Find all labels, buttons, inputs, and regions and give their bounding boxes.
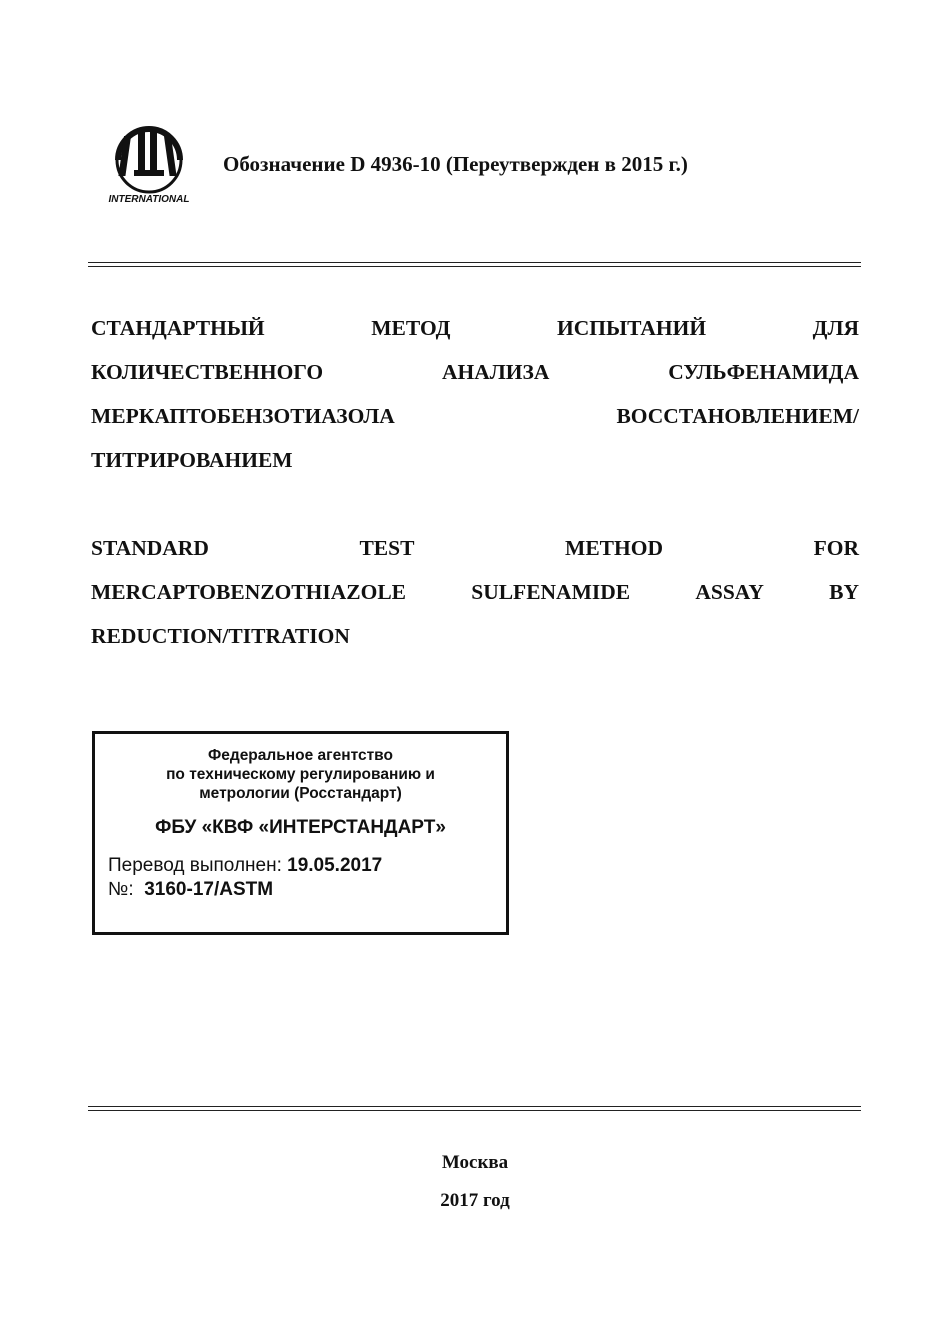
title-word: КОЛИЧЕСТВЕННОГО: [91, 360, 324, 384]
agency-line: Федеральное агентство: [208, 747, 393, 764]
title-word: ТИТРИРОВАНИЕМ: [91, 448, 293, 472]
astm-seal-icon: [104, 122, 196, 206]
year: 2017 год: [440, 1190, 510, 1211]
title-en-line: [91, 526, 859, 570]
title-word: REDUCTION/TITRATION: [91, 624, 350, 648]
title-word: ВОССТАНОВЛЕНИЕМ/: [616, 404, 859, 428]
title-word: СУЛЬФЕНАМИДА: [668, 360, 859, 384]
translation-number: 3160-17: [144, 879, 214, 900]
title-word: FOR: [813, 536, 859, 560]
title-word: ИСПЫТАНИЙ: [557, 316, 707, 340]
designation: Обозначение D 4936-10 (Переутвержден в 2015 г.): [223, 152, 688, 176]
title-word: BY: [829, 580, 859, 604]
title-word: MERCAPTOBENZOTHIAZOLE: [91, 580, 406, 604]
title-word: ASSAY: [695, 580, 764, 604]
title-word: METHOD: [565, 536, 663, 560]
title-en-line: [91, 570, 859, 614]
organization-name: ФБУ «КВФ «ИНТЕРСТАНДАРТ»: [155, 817, 446, 838]
translation-number-row: [108, 878, 506, 902]
city: Москва: [441, 1152, 509, 1173]
logo-subtext: INTERNATIONAL: [108, 194, 190, 205]
title-word: МЕРКАПТОБЕНЗОТИАЗОЛА: [91, 404, 395, 428]
translation-number-suffix: /ASTM: [213, 879, 274, 900]
top-divider: [88, 262, 861, 267]
translation-date-row: [108, 854, 506, 878]
title-word: СТАНДАРТНЫЙ: [91, 316, 265, 340]
title-ru-line: [91, 394, 859, 438]
title-ru-line: [91, 438, 859, 482]
translation-number-label: №:: [108, 879, 145, 900]
astm-logo: [104, 122, 196, 206]
title-word: ДЛЯ: [812, 316, 859, 340]
translation-date-label: Перевод выполнен:: [108, 855, 288, 876]
agency-name: [95, 746, 506, 803]
agency-line: метрологии (Росстандарт): [199, 785, 402, 802]
title-word: SULFENAMIDE: [471, 580, 631, 604]
title-ru-line: [91, 350, 859, 394]
title-word: STANDARD: [91, 536, 209, 560]
agency-line: по техническому регулированию и: [166, 766, 435, 783]
title-word: АНАЛИЗА: [441, 360, 550, 384]
title-en-line: [91, 614, 859, 658]
bottom-divider: [88, 1106, 861, 1111]
title-word: TEST: [359, 536, 415, 560]
title-word: МЕТОД: [371, 316, 451, 340]
translation-stamp: [92, 731, 509, 935]
title-ru-line: [91, 306, 859, 350]
title-ru: [91, 306, 859, 482]
title-en: [91, 526, 859, 658]
translation-date: 19.05.2017: [287, 855, 383, 876]
